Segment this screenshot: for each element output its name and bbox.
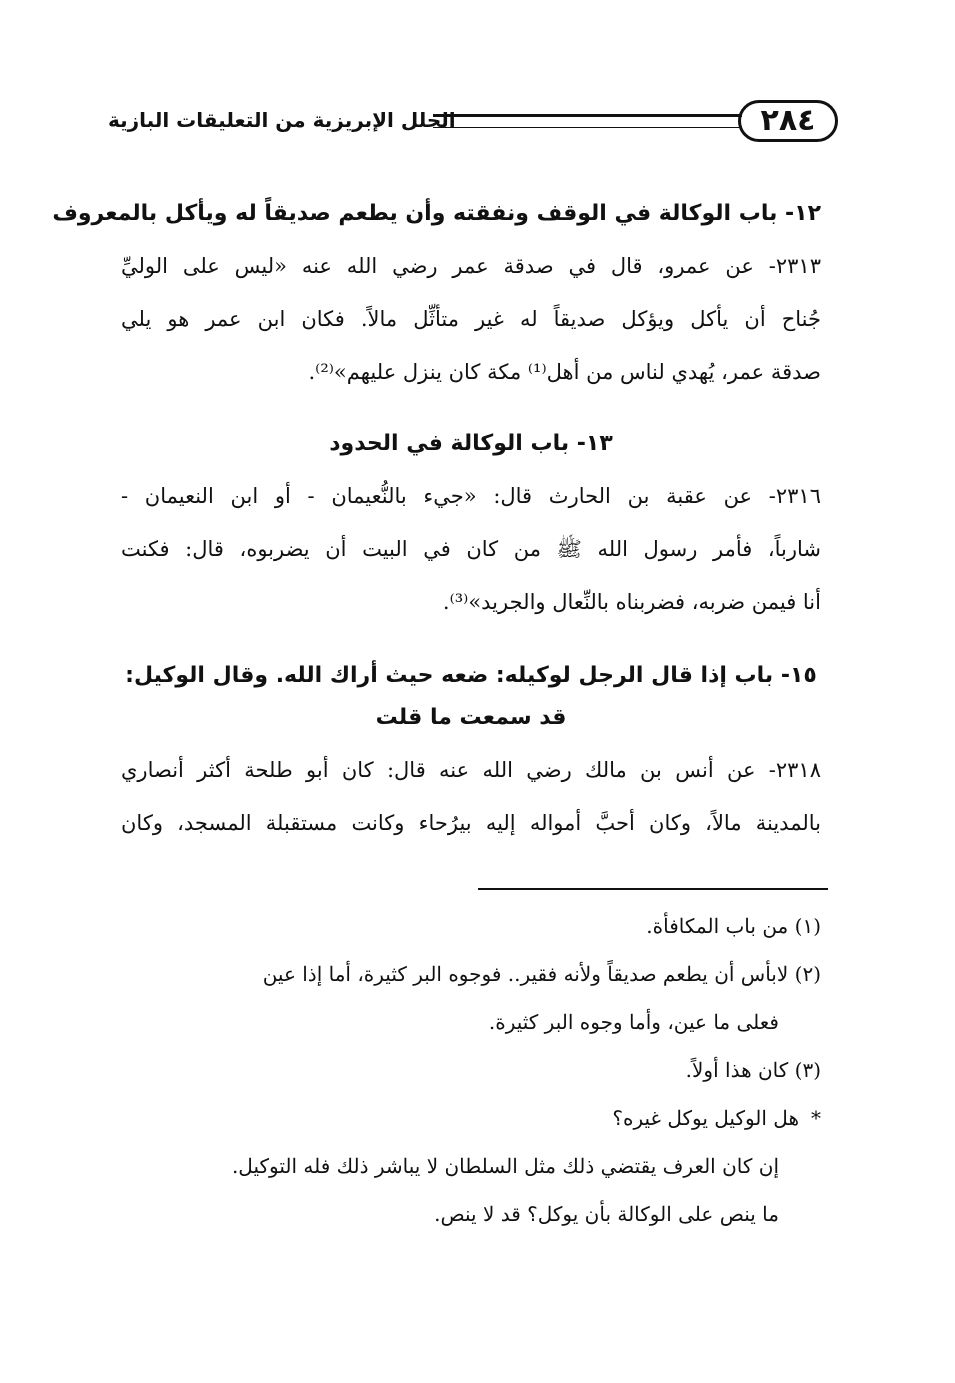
section-heading: ١٣- باب الوكالة في الحدود: [329, 431, 613, 456]
section-heading: ١٢- باب الوكالة في الوقف ونفقته وأن يطعم صديقاً له ويأكل بالمعروف: [52, 201, 821, 226]
section-15: [121, 650, 821, 850]
footnote-separator: [478, 888, 828, 890]
text-line: بالمدينة مالاً، وكان أحبَّ أمواله إليه بيرُحاء وكانت مستقبلة المسجد، وكان: [121, 811, 821, 835]
footnote-3: (٣) كان هذا أولاً.: [685, 1058, 821, 1082]
footnote-2: (٢) لابأس أن يطعم صديقاً ولأنه فقير.. فوجوه البر كثيرة، أما إذا عين: [262, 962, 821, 986]
page-header: [108, 100, 838, 156]
note-question: [121, 1094, 821, 1142]
section-heading-line1: ١٥- باب إذا قال الرجل لوكيله: ضعه حيث أراك الله. وقال الوكيل:: [125, 663, 817, 688]
page-number: ٢٨٤: [738, 100, 838, 142]
section-heading-line2: قد سمعت ما قلت: [375, 705, 567, 730]
note-answer-2: ما ينص على الوكالة بأن يوكل؟ قد لا ينص.: [434, 1202, 779, 1226]
footnote-1: (١) من باب المكافأة.: [646, 914, 821, 938]
note-question-text: هل الوكيل يوكل غيره؟: [612, 1106, 799, 1130]
note-answer-1: إن كان العرف يقتضي ذلك مثل السلطان لا يباشر ذلك فله التوكيل.: [231, 1154, 779, 1178]
text-line: ٢٣١٨- عن أنس بن مالك رضي الله عنه قال: كان أبو طلحة أكثر أنصاري: [121, 758, 821, 782]
footnotes: [121, 902, 821, 1238]
hadith-2316: [121, 470, 821, 629]
text-line: ٢٣١٦- عن عقبة بن الحارث قال: «جيء بالنُّعيمان - أو ابن النعيمان -: [121, 484, 821, 508]
section-12: [52, 188, 821, 399]
text-line: صدقة عمر، يُهدي لناس من أهل⁽¹⁾ مكة كان ينزل عليهم»⁽²⁾.: [308, 360, 821, 384]
text-line: أنا فيمن ضربه، فضربناه بالنِّعال والجريد»⁽³⁾.: [442, 590, 821, 614]
header-rule: [433, 114, 742, 128]
footnote-2-continued: فعلى ما عين، وأما وجوه البر كثيرة.: [488, 1010, 779, 1034]
book-title: الحلل الإبريزية من التعليقات البازية: [108, 108, 456, 132]
hadith-2313: [121, 240, 821, 399]
hadith-2318: [121, 744, 821, 850]
text-line: ٢٣١٣- عن عمرو، قال في صدقة عمر رضي الله عنه «ليس على الوليِّ: [121, 254, 821, 278]
text-line: جُناح أن يأكل ويؤكل صديقاً له غير متأثِّل مالاً. فكان ابن عمر هو يلي: [121, 307, 821, 331]
section-13: [121, 418, 821, 629]
star-icon: *: [811, 1106, 821, 1130]
text-line: شارباً، فأمر رسول الله ﷺ من كان في البيت أن يضربوه، قال: فكنت: [121, 537, 821, 561]
